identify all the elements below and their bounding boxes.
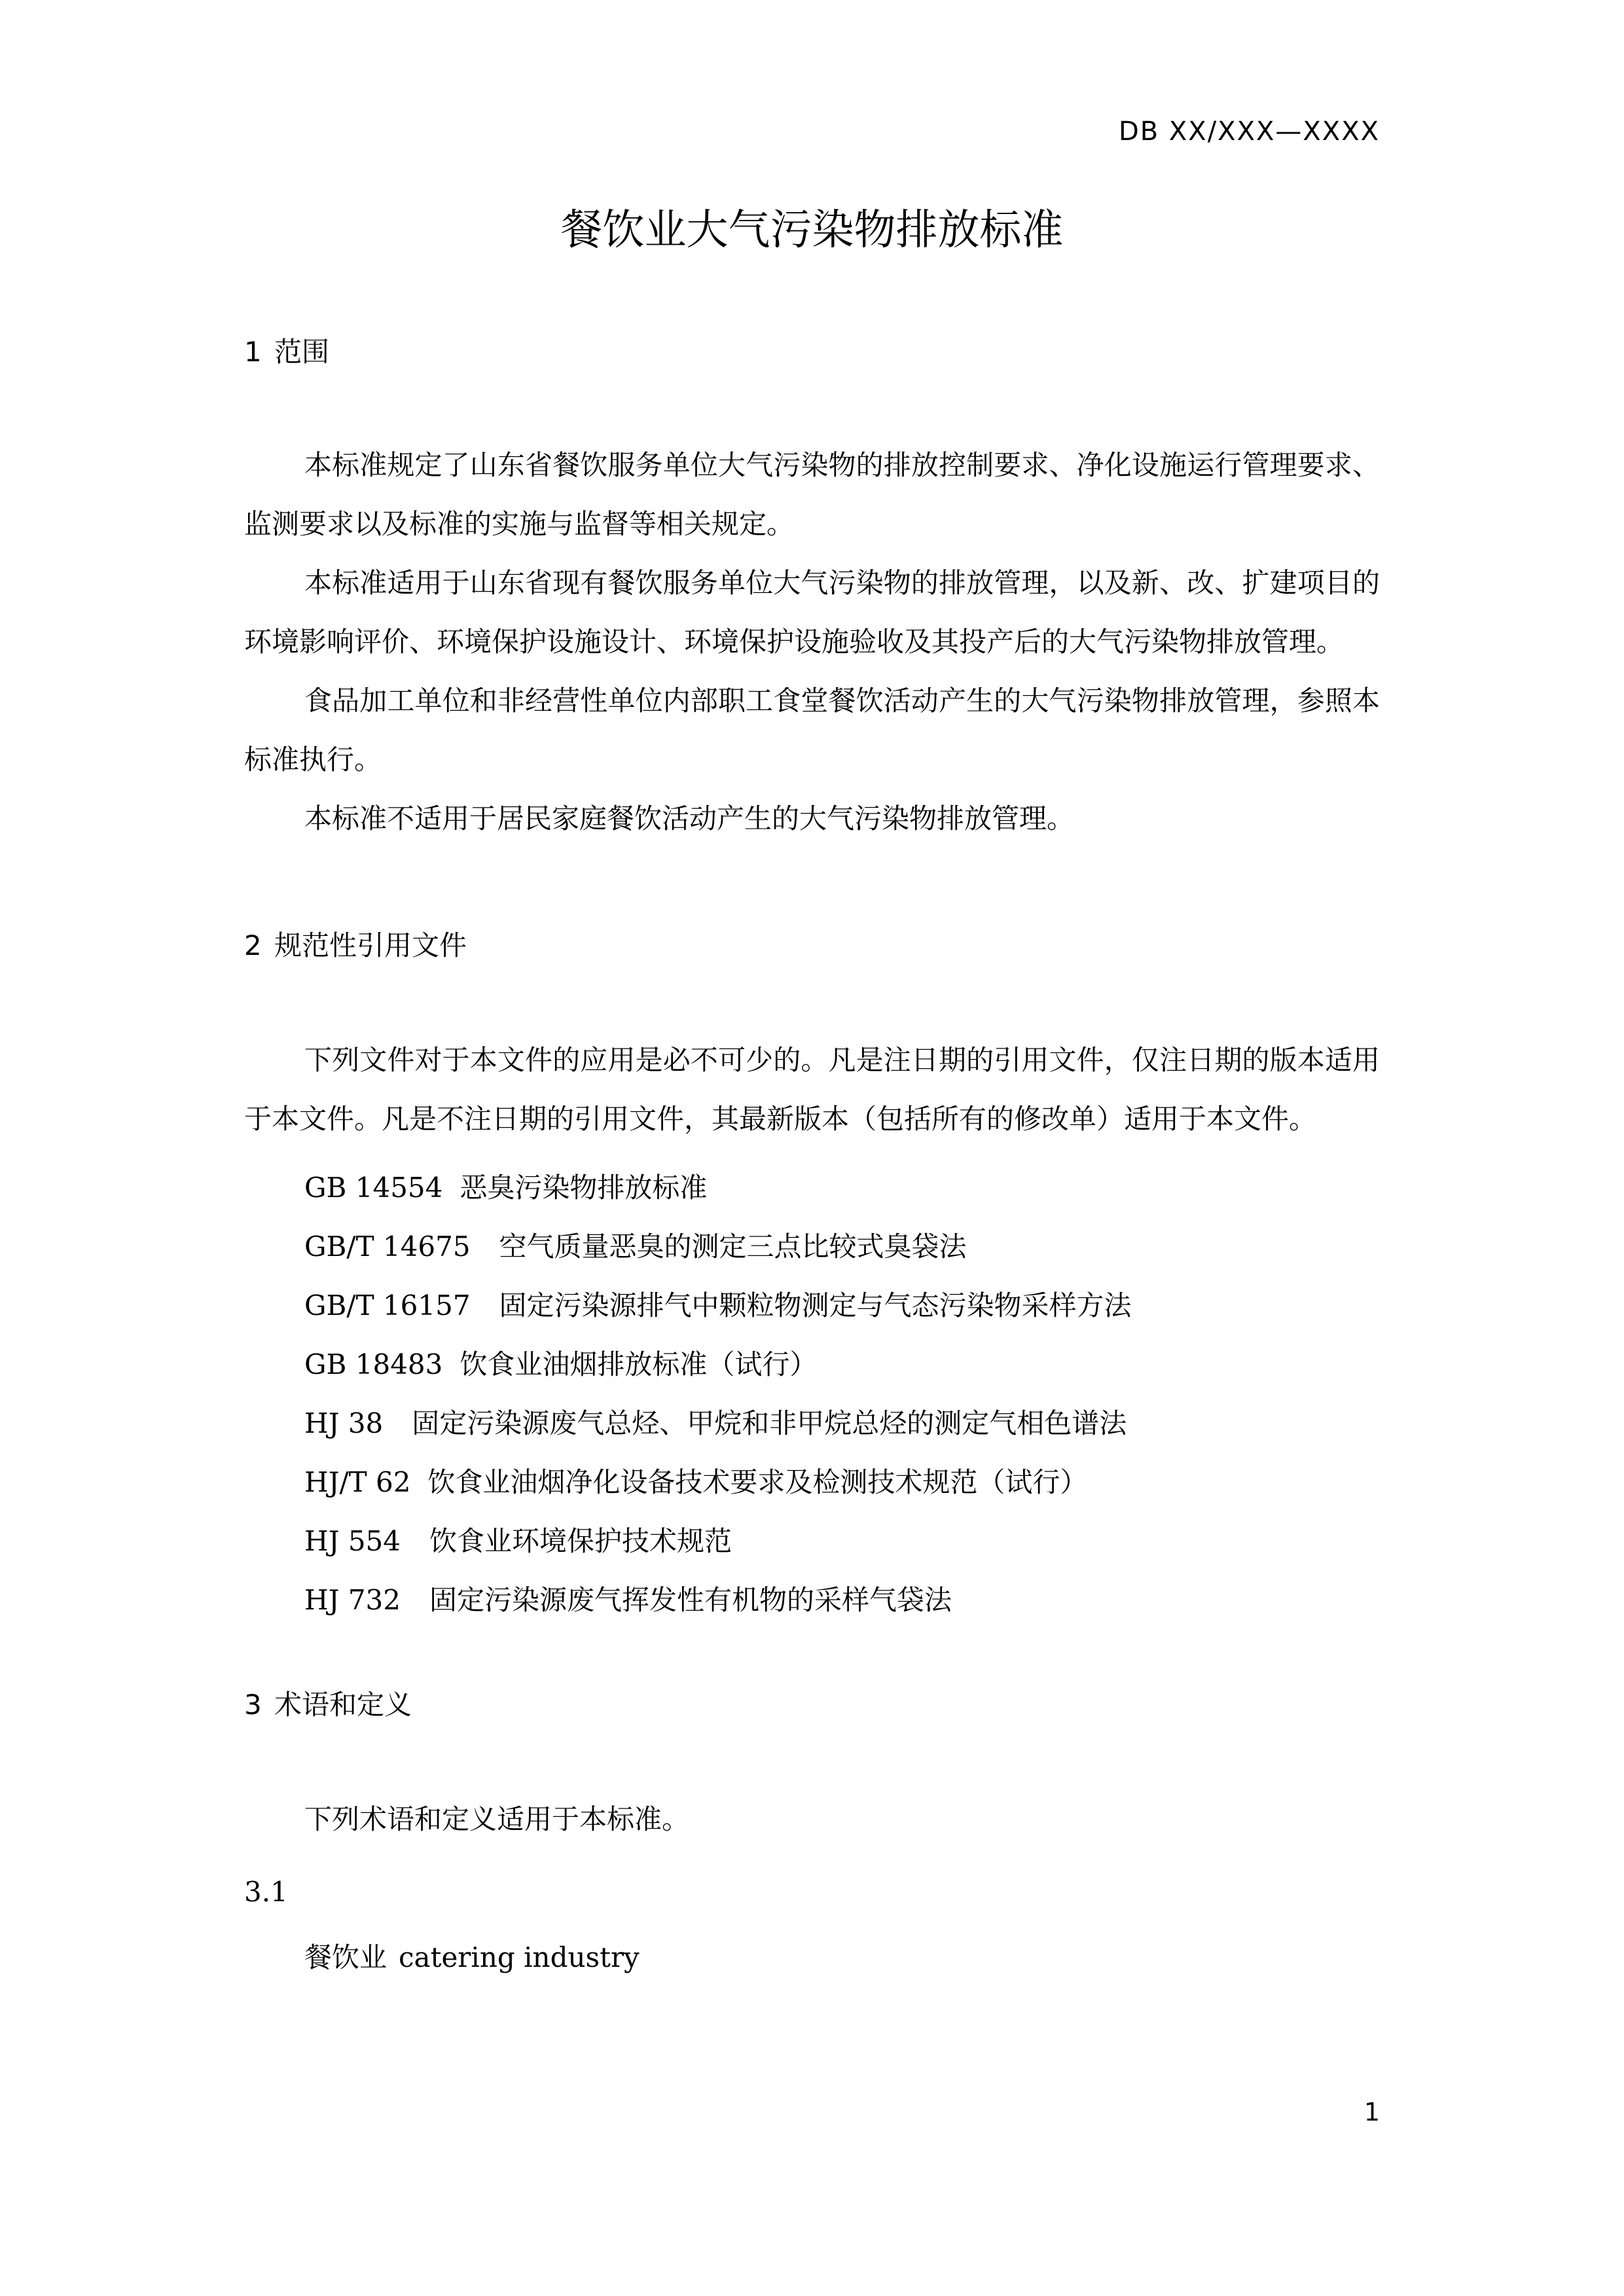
document-title: 餐饮业大气污染物排放标准 bbox=[560, 206, 1064, 255]
reference-item bbox=[304, 1166, 707, 1206]
section-title: 规范性引用文件 bbox=[274, 929, 467, 961]
reference-name: 饮食业环境保护技术规范 bbox=[429, 1525, 732, 1557]
reference-item bbox=[304, 1461, 1087, 1500]
section-title: 术语和定义 bbox=[274, 1689, 412, 1721]
reference-item bbox=[304, 1225, 967, 1265]
term-english: catering industry bbox=[399, 1941, 640, 1973]
reference-item bbox=[304, 1284, 1132, 1323]
subsection-number: 3.1 bbox=[244, 1876, 288, 1908]
section-heading-normative-references bbox=[244, 924, 467, 963]
reference-code: GB 14554 bbox=[304, 1172, 443, 1204]
reference-name: 饮食业油烟净化设备技术要求及检测技术规范（试行） bbox=[427, 1466, 1088, 1498]
reference-name: 固定污染源排气中颗粒物测定与气态污染物采样方法 bbox=[499, 1289, 1132, 1321]
paragraph: 下列术语和定义适用于本标准。 bbox=[304, 1803, 690, 1835]
reference-code: GB/T 14675 bbox=[304, 1230, 471, 1263]
paragraph: 本标准规定了山东省餐饮服务单位大气污染物的排放控制要求、净化设施运行管理要求、监测要求以及标准的实施与监督等相关规定。 bbox=[244, 449, 1380, 540]
reference-code: HJ 38 bbox=[304, 1407, 384, 1439]
paragraph: 本标准不适用于居民家庭餐饮活动产生的大气污染物排放管理。 bbox=[304, 802, 1075, 834]
section-number: 1 bbox=[244, 336, 262, 368]
section-heading-scope bbox=[244, 331, 329, 370]
reference-code: HJ/T 62 bbox=[304, 1466, 411, 1498]
reference-item bbox=[304, 1343, 817, 1382]
paragraph: 本标准适用于山东省现有餐饮服务单位大气污染物的排放管理，以及新、改、扩建项目的环境影响评价、环境保护设施设计、环境保护设施验收及其投产后的大气污染物排放管理。 bbox=[244, 567, 1380, 658]
reference-item bbox=[304, 1520, 732, 1559]
page-number: 1 bbox=[1363, 2098, 1380, 2126]
section-heading-terms-definitions bbox=[244, 1683, 412, 1723]
term-chinese: 餐饮业 bbox=[304, 1941, 388, 1973]
reference-code: GB/T 16157 bbox=[304, 1289, 471, 1321]
reference-name: 固定污染源废气挥发性有机物的采样气袋法 bbox=[429, 1584, 952, 1616]
reference-code: HJ 732 bbox=[304, 1584, 401, 1616]
reference-item bbox=[304, 1402, 1127, 1441]
reference-name: 饮食业油烟排放标准（试行） bbox=[460, 1348, 818, 1380]
section-number: 2 bbox=[244, 929, 262, 961]
reference-code: HJ 554 bbox=[304, 1525, 401, 1557]
reference-name: 空气质量恶臭的测定三点比较式臭袋法 bbox=[499, 1230, 967, 1263]
paragraph: 下列文件对于本文件的应用是必不可少的。凡是注日期的引用文件，仅注日期的版本适用于本文件。凡是不注日期的引用文件，其最新版本（包括所有的修改单）适用于本文件。 bbox=[244, 1044, 1380, 1135]
section-number: 3 bbox=[244, 1689, 262, 1721]
reference-name: 固定污染源废气总烃、甲烷和非甲烷总烃的测定气相色谱法 bbox=[412, 1407, 1127, 1439]
section-title: 范围 bbox=[274, 336, 330, 368]
document-code: DB XX/XXX—XXXX bbox=[1118, 117, 1380, 147]
term-entry bbox=[304, 1936, 640, 1975]
reference-code: GB 18483 bbox=[304, 1348, 443, 1380]
paragraph: 食品加工单位和非经营性单位内部职工食堂餐饮活动产生的大气污染物排放管理，参照本标准执行。 bbox=[244, 685, 1380, 776]
reference-item bbox=[304, 1579, 952, 1618]
reference-name: 恶臭污染物排放标准 bbox=[460, 1172, 708, 1204]
